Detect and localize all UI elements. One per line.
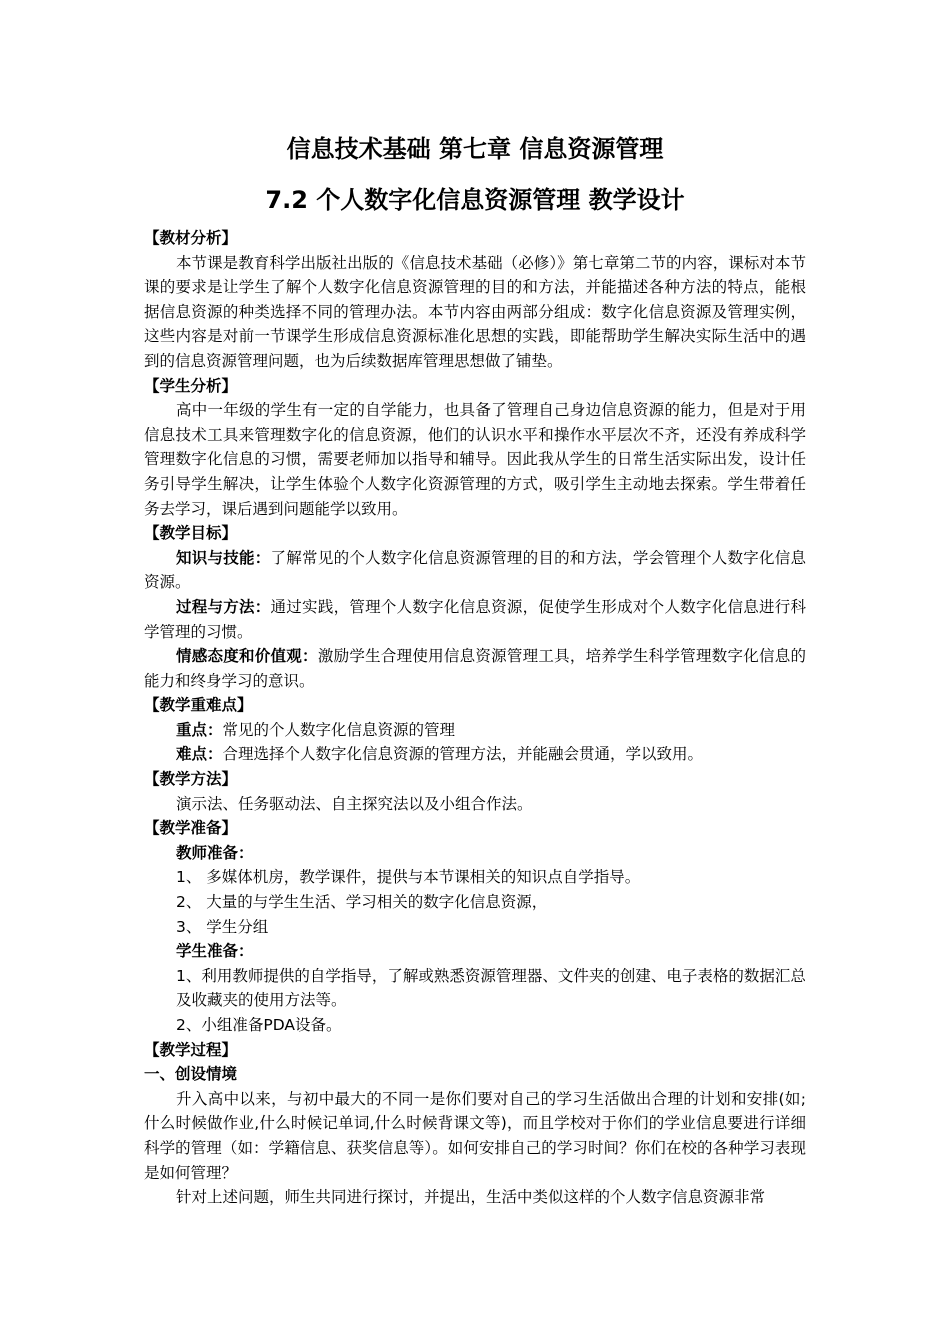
- goal-text: 激励学生合理使用信息资源管理工具，培养学生科学管理数字化信息的能力和终身学习的意识。: [144, 647, 806, 690]
- teacher-prep-label: 教师准备：: [176, 843, 254, 862]
- goal-label: 知识与技能：: [176, 548, 271, 567]
- key-point-text: 常见的个人数字化信息资源的管理: [222, 720, 456, 739]
- process-paragraph: 针对上述问题，师生共同进行探讨，并提出，生活中类似这样的个人数字信息资源非常: [176, 1188, 766, 1207]
- key-point: [144, 718, 806, 743]
- section-heading-goals: 【教学目标】: [144, 524, 238, 543]
- goal-attitude: [144, 644, 806, 693]
- goal-knowledge: [144, 546, 806, 595]
- section-heading-prep: 【教学准备】: [144, 819, 238, 838]
- process-subheading: 一、创设情境: [144, 1065, 238, 1084]
- list-item: 2、 大量的与学生生活、学习相关的数字化信息资源，: [176, 893, 548, 912]
- list-item: 2、小组准备PDA设备。: [176, 1016, 342, 1034]
- material-paragraph: 本节课是教育科学出版社出版的《信息技术基础（必修）》第七章第二节的内容，课标对本节课的要求是让学生了解个人数字化信息资源管理的目的和方法，并能描述各种方法的特点，能根据信息资源的种类选择不同的管理办法。本节内容由两部分组成：数字化信息资源及管理实例，这些内容是对前一节课学生形成信息资源标准化思想的实践，即能帮助学生解决实际生活中的遇到的信息资源管理问题，也为后续数据库管理思想做了铺垫。: [144, 253, 806, 370]
- section-heading-keypoints: 【教学重难点】: [144, 696, 253, 715]
- methods-paragraph: 演示法、任务驱动法、自主探究法以及小组合作法。: [176, 794, 533, 813]
- process-paragraph: 升入高中以来，与初中最大的不同一是你们要对自己的学习生活做出合理的计划和安排(如;什么时候做作业,什么时候记单词,什么时候背课文等)，而且学校对于你们的学业信息要进行详细科学的管理（如：学籍信息、获奖信息等）。如何安排自己的学习时间？你们在校的各种学习表现是如何管理？: [144, 1089, 806, 1182]
- section-heading-process: 【教学过程】: [144, 1040, 238, 1059]
- students-paragraph: 高中一年级的学生有一定的自学能力，也具备了管理自己身边信息资源的能力，但是对于用信息技术工具来管理数字化的信息资源，他们的认识水平和操作水平层次不齐，还没有养成科学管理数字化信息的习惯，需要老师加以指导和辅导。因此我从学生的日常生活实际出发，设计任务引导学生解决，让学生体验个人数字化资源管理的方式，吸引学生主动地去探索。学生带着任务去学习，课后遇到问题能学以致用。: [144, 401, 806, 518]
- key-point-label: 重点：: [176, 720, 223, 739]
- document-body: [144, 226, 806, 1210]
- goal-process: [144, 595, 806, 644]
- goal-text: 通过实践，管理个人数字化信息资源，促使学生形成对个人数字化信息进行科学管理的习惯。: [144, 597, 806, 641]
- difficult-point: [144, 742, 806, 767]
- list-item: 3、 学生分组: [176, 917, 269, 936]
- document-title: 信息技术基础 第七章 信息资源管理: [286, 135, 664, 163]
- list-item: 1、 多媒体机房，教学课件，提供与本节课相关的知识点自学指导。: [176, 868, 641, 887]
- goal-label: 过程与方法：: [176, 597, 271, 616]
- student-prep-label: 学生准备：: [176, 942, 254, 961]
- goal-label: 情感态度和价值观：: [176, 647, 318, 666]
- section-heading-methods: 【教学方法】: [144, 770, 238, 789]
- difficult-point-label: 难点：: [176, 745, 223, 764]
- document-subtitle: 7.2 个人数字化信息资源管理 教学设计: [265, 186, 685, 214]
- difficult-point-text: 合理选择个人数字化信息资源的管理方法，并能融会贯通，学以致用。: [222, 745, 704, 764]
- goal-text: 了解常见的个人数字化信息资源管理的目的和方法，学会管理个人数字化信息资源。: [144, 548, 806, 592]
- list-item: 1、利用教师提供的自学指导，了解或熟悉资源管理器、文件夹的创建、电子表格的数据汇总及收藏夹的使用方法等。: [176, 966, 806, 1010]
- section-heading-material: 【教材分析】: [144, 229, 238, 247]
- section-heading-students: 【学生分析】: [144, 376, 238, 395]
